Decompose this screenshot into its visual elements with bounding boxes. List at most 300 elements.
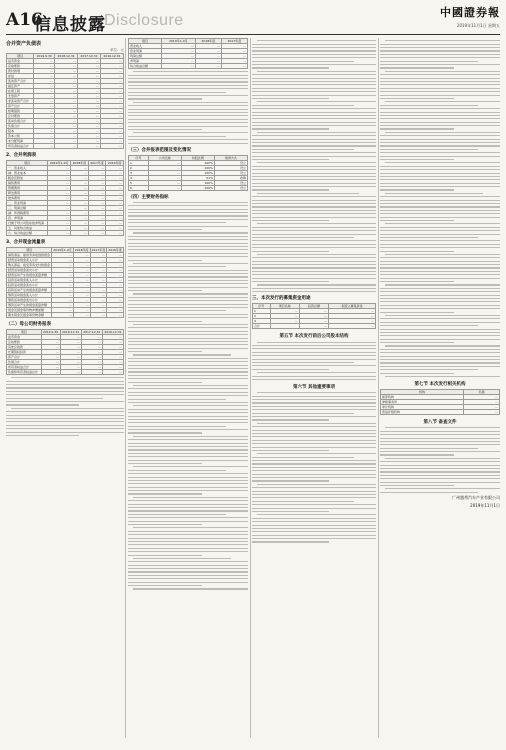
table-cell: 股本 xyxy=(7,129,34,134)
column-header: 取得方式 xyxy=(214,155,247,160)
financial-table xyxy=(128,38,248,69)
table-cell: ... xyxy=(52,278,74,283)
table-cell: ... xyxy=(101,144,124,149)
table-cell: ... xyxy=(88,186,106,191)
text-line xyxy=(252,240,376,241)
financial-table xyxy=(6,160,124,236)
text-line xyxy=(380,349,500,350)
text-line xyxy=(252,281,329,282)
text-line xyxy=(128,571,248,572)
text-line xyxy=(252,78,376,79)
table-cell: ... xyxy=(106,191,124,196)
column-header: 持股比例 xyxy=(181,155,214,160)
text-line xyxy=(252,274,376,275)
text-line xyxy=(380,471,500,472)
text-line xyxy=(252,183,376,184)
table-cell: ... xyxy=(106,226,124,231)
table-cell: 筹资活动现金流入小计 xyxy=(7,293,52,298)
text-line xyxy=(128,504,248,505)
text-line xyxy=(252,362,354,363)
text-line xyxy=(128,365,248,366)
table-cell: ... xyxy=(90,253,107,258)
table-cell: ... xyxy=(102,355,123,360)
text-line xyxy=(6,435,79,436)
column-divider xyxy=(250,38,251,738)
table-cell: ... xyxy=(90,303,107,308)
table-cell: ... xyxy=(90,283,107,288)
text-line xyxy=(128,229,202,230)
table-cell: ... xyxy=(101,74,124,79)
table-cell: ... xyxy=(101,59,124,64)
column-header: 2016年度 xyxy=(108,248,122,252)
table-cell: ... xyxy=(81,370,102,375)
table-cell: ... xyxy=(34,94,55,99)
text-line xyxy=(380,169,500,170)
table-cell: 6 xyxy=(129,185,149,190)
text-line xyxy=(6,432,124,433)
table-cell: ... xyxy=(41,355,60,360)
text-line xyxy=(6,421,124,422)
text-line xyxy=(380,438,500,439)
text-line xyxy=(128,239,248,240)
text-line xyxy=(380,312,454,313)
table-cell: ... xyxy=(52,303,74,308)
text-line xyxy=(128,290,202,291)
table-cell: ... xyxy=(101,64,124,69)
text-line xyxy=(128,304,248,305)
text-line xyxy=(380,156,500,157)
table-cell: ... xyxy=(60,360,81,365)
text-line xyxy=(252,125,376,126)
text-line xyxy=(380,485,454,486)
table-cell: ... xyxy=(148,180,181,185)
text-line xyxy=(6,411,124,412)
table-cell: ... xyxy=(90,298,107,303)
table-cell: ... xyxy=(48,166,71,171)
text-line xyxy=(6,425,124,426)
table-cell: ... xyxy=(73,298,90,303)
text-line xyxy=(128,453,248,454)
text-line xyxy=(128,456,248,457)
table-cell: ... xyxy=(71,196,89,201)
text-line xyxy=(252,156,376,157)
text-line xyxy=(128,119,248,120)
newspaper-logo: 中國證券報 xyxy=(440,6,500,19)
body-text xyxy=(128,405,248,589)
text-line xyxy=(252,186,376,187)
table-cell: 保荐机构 xyxy=(381,395,464,400)
table-cell: ... xyxy=(71,181,89,186)
text-line xyxy=(133,405,248,406)
table-cell: ... xyxy=(161,59,195,64)
text-line xyxy=(128,443,248,444)
table-row xyxy=(129,185,248,190)
column-header: 序号 xyxy=(129,155,149,160)
text-line xyxy=(6,428,124,429)
table-cell: 1 xyxy=(129,160,149,165)
text-line xyxy=(252,176,376,177)
column-divider xyxy=(378,38,379,738)
text-line xyxy=(252,511,329,512)
text-line xyxy=(380,247,500,248)
text-line xyxy=(128,212,248,213)
text-line xyxy=(380,278,500,279)
table-cell: ... xyxy=(101,94,124,99)
table-cell: 设立 xyxy=(214,165,247,170)
text-line xyxy=(252,139,376,140)
text-line xyxy=(252,426,376,427)
text-line xyxy=(380,492,478,493)
section-subhead: 3、合并现金流量表 xyxy=(6,240,46,245)
text-line xyxy=(380,301,500,302)
text-line xyxy=(128,473,248,474)
text-line xyxy=(380,67,454,68)
table-cell: ... xyxy=(48,231,71,236)
table-cell: ... xyxy=(71,206,89,211)
table-cell: ... xyxy=(101,114,124,119)
text-line xyxy=(385,345,500,346)
column-header: 2017年度 xyxy=(91,248,106,252)
column-header: 名称 xyxy=(464,390,500,395)
table-cell: ... xyxy=(34,129,55,134)
text-line xyxy=(380,189,454,190)
text-line xyxy=(257,514,376,515)
table-cell: ... xyxy=(102,350,123,355)
table-cell: 3 xyxy=(253,319,271,324)
column-4 xyxy=(380,38,500,738)
text-line xyxy=(11,377,124,378)
column-header: 2016年度 xyxy=(106,161,124,166)
text-line xyxy=(252,267,376,268)
table-cell: ... xyxy=(195,54,221,59)
text-line xyxy=(128,483,248,484)
text-line xyxy=(128,341,248,342)
text-line xyxy=(133,466,248,467)
table-cell: ... xyxy=(48,216,71,221)
text-line xyxy=(380,128,454,129)
text-line xyxy=(252,118,376,119)
table-cell: ... xyxy=(34,119,55,124)
text-line xyxy=(128,122,248,123)
text-line xyxy=(252,413,354,414)
table-cell: ... xyxy=(106,196,124,201)
table-cell: ... xyxy=(101,124,124,129)
table-row xyxy=(7,144,124,149)
table-cell: ... xyxy=(106,211,124,216)
table-cell: ... xyxy=(55,99,78,104)
text-line xyxy=(257,162,376,163)
table-cell: ... xyxy=(73,313,90,318)
table-cell: ... xyxy=(106,216,124,221)
text-line xyxy=(252,470,376,471)
table-cell: 六、综合收益总额 xyxy=(7,231,48,236)
table-cell: ... xyxy=(71,216,89,221)
text-line xyxy=(133,527,248,528)
table-cell: ... xyxy=(106,171,124,176)
table-cell: 所有者权益合计 xyxy=(7,144,34,149)
text-line xyxy=(380,98,454,99)
table-cell: 100% xyxy=(181,180,214,185)
section-subhead: （三）合并报表范围及变化情况 xyxy=(128,147,191,153)
text-line xyxy=(252,528,376,529)
table-cell: ... xyxy=(107,263,124,268)
text-line xyxy=(128,432,202,433)
text-line xyxy=(385,101,500,102)
table-cell: ... xyxy=(48,176,71,181)
text-line xyxy=(252,345,376,346)
text-line xyxy=(128,524,202,525)
table-cell: ... xyxy=(52,293,74,298)
text-line xyxy=(380,64,500,65)
text-line xyxy=(380,186,500,187)
text-line xyxy=(128,253,248,254)
text-line xyxy=(133,263,248,264)
text-line xyxy=(252,64,376,65)
table-cell: ... xyxy=(90,293,107,298)
text-line xyxy=(380,373,454,374)
text-line xyxy=(257,132,376,133)
text-line xyxy=(385,284,500,285)
text-line xyxy=(380,267,500,268)
text-line xyxy=(380,152,500,153)
text-line xyxy=(380,295,500,296)
text-line xyxy=(128,273,248,274)
table-cell: ... xyxy=(48,201,71,206)
table-cell: ... xyxy=(464,400,500,405)
table-cell: ... xyxy=(161,49,195,54)
table-cell: ... xyxy=(464,395,500,400)
text-line xyxy=(252,244,376,245)
text-line xyxy=(133,558,231,559)
text-line xyxy=(385,315,500,316)
table-cell: ... xyxy=(78,104,101,109)
text-line xyxy=(257,392,376,393)
text-line xyxy=(128,378,248,379)
table-cell: 律师事务所 xyxy=(381,400,464,405)
text-line xyxy=(252,91,376,92)
table-cell: ... xyxy=(55,104,78,109)
text-line xyxy=(128,429,248,430)
column-header: 序号 xyxy=(253,304,271,309)
table-cell: ... xyxy=(101,119,124,124)
table-cell: 经营活动产生的现金流量净额 xyxy=(7,273,52,278)
table-cell: ... xyxy=(71,226,89,231)
table-cell: 5 xyxy=(129,180,149,185)
table-cell: ... xyxy=(106,166,124,171)
table-cell: 营业利润 xyxy=(129,49,162,54)
text-line xyxy=(252,81,376,82)
table-cell: ... xyxy=(73,308,90,313)
table-cell: ... xyxy=(41,350,60,355)
table-cell: 四、净利润 xyxy=(7,216,48,221)
table-cell: ... xyxy=(71,201,89,206)
text-line xyxy=(128,314,248,315)
text-line xyxy=(128,105,248,106)
text-line xyxy=(257,484,376,485)
text-line xyxy=(380,332,500,333)
table-cell: 资产总计 xyxy=(7,355,42,360)
text-line xyxy=(380,74,500,75)
table-cell: ... xyxy=(48,221,71,226)
table-cell: ... xyxy=(60,340,81,345)
table-cell: ... xyxy=(55,114,78,119)
text-line xyxy=(380,234,500,235)
text-line xyxy=(257,372,376,373)
text-line xyxy=(380,227,500,228)
text-line xyxy=(128,205,248,206)
table-cell: ... xyxy=(148,170,181,175)
table-cell xyxy=(270,324,299,329)
table-row xyxy=(381,410,500,415)
text-line xyxy=(252,501,354,502)
column-header: 2018年度 xyxy=(195,39,221,44)
table-cell: 存货 xyxy=(7,74,34,79)
text-line xyxy=(252,271,376,272)
table-cell: ... xyxy=(81,340,102,345)
text-line xyxy=(133,588,248,589)
table-cell: ... xyxy=(329,319,376,324)
text-line xyxy=(380,213,500,214)
text-line xyxy=(385,193,483,194)
text-line xyxy=(6,381,124,382)
text-line xyxy=(380,461,500,462)
text-line xyxy=(252,487,376,488)
text-line xyxy=(380,176,500,177)
table-cell: ... xyxy=(299,324,328,329)
text-line xyxy=(380,108,500,109)
table-cell: ... xyxy=(48,191,71,196)
table-cell: 负债和所有者权益总计 xyxy=(7,370,42,375)
table-cell: ... xyxy=(88,171,106,176)
text-line xyxy=(128,126,248,127)
text-line xyxy=(128,477,248,478)
text-line xyxy=(252,440,376,441)
table-cell: ... xyxy=(78,79,101,84)
text-line xyxy=(128,551,248,552)
text-line xyxy=(380,91,500,92)
table-cell: 资产总计 xyxy=(7,104,34,109)
text-line xyxy=(380,217,500,218)
table-cell: ... xyxy=(52,258,74,263)
table-cell: ... xyxy=(106,186,124,191)
text-line xyxy=(380,359,500,360)
text-line xyxy=(252,379,376,380)
table-cell: ... xyxy=(101,84,124,89)
text-line xyxy=(128,538,248,539)
table-cell: 非流动资产合计 xyxy=(7,99,34,104)
text-line xyxy=(128,310,226,311)
table-cell: ... xyxy=(71,166,89,171)
text-line xyxy=(380,465,500,466)
table-row xyxy=(7,313,124,318)
text-line xyxy=(252,122,376,123)
table-cell: ... xyxy=(88,176,106,181)
column-header: 2019年1-9月 xyxy=(48,161,71,166)
text-line xyxy=(380,257,500,258)
text-line xyxy=(128,548,248,549)
text-line xyxy=(252,166,376,167)
table-cell: ... xyxy=(52,288,74,293)
table-cell: 2 xyxy=(129,165,149,170)
table-cell: 五、其他综合收益 xyxy=(7,226,48,231)
text-line xyxy=(380,264,500,265)
body-text xyxy=(380,40,500,377)
text-line xyxy=(252,467,376,468)
column-header: 2019年1-9月 xyxy=(161,39,195,44)
table-cell: 设立 xyxy=(214,170,247,175)
text-line xyxy=(252,108,376,109)
table-cell: ... xyxy=(102,360,123,365)
text-line xyxy=(380,274,500,275)
body-text xyxy=(252,40,376,292)
table-cell: ... xyxy=(71,176,89,181)
text-line xyxy=(252,406,376,407)
table-cell: 51% xyxy=(181,175,214,180)
table-cell: 营业收入 xyxy=(129,44,162,49)
text-line xyxy=(128,399,226,400)
table-cell: ... xyxy=(71,171,89,176)
text-line xyxy=(128,75,248,76)
text-line xyxy=(128,544,248,545)
text-line xyxy=(252,457,354,458)
table-cell: ... xyxy=(329,309,376,314)
table-cell: ... xyxy=(78,84,101,89)
text-line xyxy=(128,510,248,511)
text-line xyxy=(128,256,248,257)
table-cell: ... xyxy=(78,59,101,64)
table-cell: ... xyxy=(78,124,101,129)
text-line xyxy=(252,115,376,116)
text-line xyxy=(252,497,376,498)
section-heading: 第七节 本次发行相关机构 xyxy=(414,382,466,388)
table-cell: ... xyxy=(78,99,101,104)
text-line xyxy=(252,217,376,218)
text-line xyxy=(128,300,248,301)
body-text xyxy=(128,71,248,143)
text-line xyxy=(257,254,376,255)
table-cell: ... xyxy=(88,196,106,201)
table-cell: ... xyxy=(41,340,60,345)
text-line xyxy=(128,439,248,440)
table-cell: 现金及现金等价物净增加额 xyxy=(7,308,52,313)
table-cell: ... xyxy=(60,370,81,375)
text-line xyxy=(6,384,124,385)
text-line xyxy=(128,222,226,223)
text-line xyxy=(252,251,329,252)
table-cell: 减：营业成本 xyxy=(7,171,48,176)
table-cell: ... xyxy=(78,139,101,144)
table-cell: ... xyxy=(102,345,123,350)
unit-label: 单位：元 xyxy=(110,48,124,52)
text-line xyxy=(252,145,376,146)
text-line xyxy=(380,142,500,143)
text-line xyxy=(128,416,248,417)
table-row xyxy=(253,324,376,329)
table-cell: 归属于母公司股东的净利润 xyxy=(7,221,48,226)
text-line xyxy=(128,392,248,393)
table-cell: ... xyxy=(221,64,247,69)
table-cell: ... xyxy=(55,129,78,134)
text-line xyxy=(252,159,329,160)
text-line xyxy=(252,54,376,55)
text-line xyxy=(252,355,376,356)
table-cell: 销售费用 xyxy=(7,181,48,186)
text-line xyxy=(380,95,500,96)
text-line xyxy=(128,388,248,389)
table-cell: 100% xyxy=(181,165,214,170)
table-cell: ... xyxy=(60,345,81,350)
text-line xyxy=(252,189,329,190)
